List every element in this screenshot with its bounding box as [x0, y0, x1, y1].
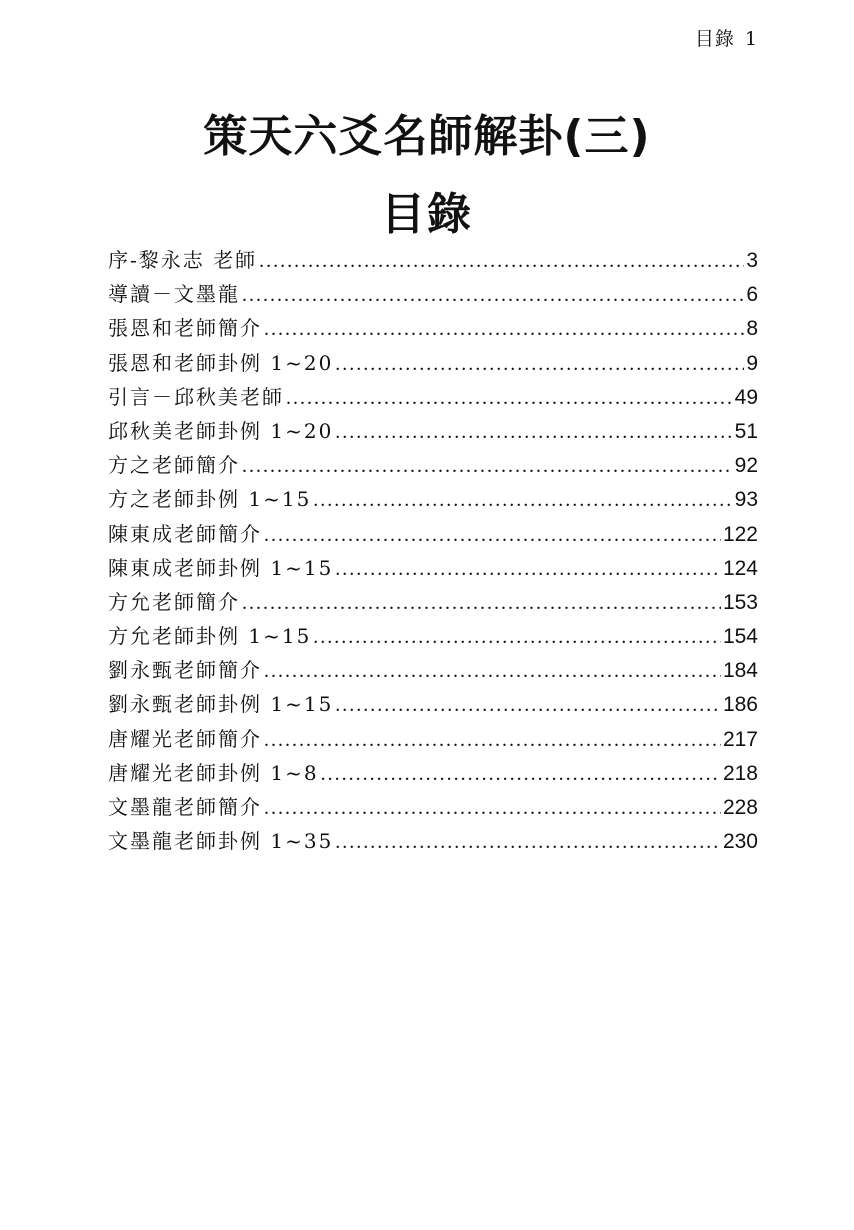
toc-leader-dots [313, 489, 732, 512]
toc-entry-label: 張恩和老師簡介 [108, 316, 262, 341]
toc-entry[interactable] [108, 688, 758, 722]
toc-entry-page: 3 [746, 249, 758, 272]
toc-entry-label: 方允老師卦例 1~15 [108, 624, 312, 649]
toc-entry-page: 186 [722, 693, 758, 717]
toc-entry-page: 93 [734, 488, 758, 512]
toc-entry-page: 124 [722, 556, 758, 580]
toc-entry[interactable] [108, 347, 758, 381]
toc-entry-page: 8 [746, 317, 758, 341]
toc-entry[interactable] [108, 552, 758, 586]
toc-heading: 目錄 [381, 189, 473, 240]
toc-entry[interactable] [108, 415, 758, 449]
toc-entry-label: 唐耀光老師卦例 1~8 [108, 760, 319, 785]
toc-leader-dots [264, 318, 744, 341]
toc-leader-dots [242, 455, 733, 478]
toc-leader-dots [264, 729, 721, 752]
toc-entry-label: 方允老師簡介 [108, 589, 240, 614]
toc-entry-page: 230 [722, 830, 758, 854]
toc-leader-dots [335, 558, 721, 581]
toc-leader-dots [259, 250, 744, 273]
toc-entry-label: 方之老師簡介 [108, 453, 240, 478]
toc-entry-label: 文墨龍老師卦例 1~35 [108, 829, 334, 854]
toc-entry-page: 154 [722, 625, 758, 649]
toc-entry[interactable] [108, 757, 758, 791]
toc-entry[interactable] [108, 381, 758, 415]
toc-entry-label: 導讀－文墨龍 [108, 282, 240, 307]
toc-entry-label: 方之老師卦例 1~15 [108, 487, 312, 512]
toc-entry-page: 184 [722, 659, 758, 683]
toc-leader-dots [313, 626, 721, 649]
toc-leader-dots [242, 284, 744, 307]
toc-entry-label: 陳東成老師卦例 1~15 [108, 555, 334, 580]
toc-entry[interactable] [108, 654, 758, 688]
toc-leader-dots [335, 694, 721, 717]
toc-leader-dots [335, 353, 744, 376]
table-of-contents [108, 244, 758, 859]
toc-entry-label: 序-黎永志 老師 [108, 248, 258, 272]
toc-leader-dots [264, 660, 721, 683]
toc-leader-dots [242, 592, 721, 615]
toc-entry[interactable] [108, 791, 758, 825]
header-page-number: 1 [744, 28, 758, 50]
toc-leader-dots [286, 387, 733, 410]
book-title: 策天六爻名師解卦(三) [203, 111, 651, 162]
toc-entry[interactable] [108, 620, 758, 654]
header-section: 目錄 [694, 28, 735, 50]
toc-entry-label: 張恩和老師卦例 1~20 [108, 350, 334, 375]
toc-entry[interactable] [108, 518, 758, 552]
toc-entry-label: 文墨龍老師簡介 [108, 795, 262, 819]
toc-entry-label: 陳東成老師簡介 [108, 521, 262, 546]
toc-entry-page: 228 [722, 796, 758, 819]
toc-entry[interactable] [108, 278, 758, 312]
toc-entry-page: 217 [722, 727, 758, 751]
toc-entry[interactable] [108, 825, 758, 859]
toc-entry-page: 9 [746, 351, 758, 375]
toc-entry[interactable] [108, 483, 758, 517]
toc-entry-page: 122 [722, 522, 758, 546]
toc-leader-dots [264, 797, 721, 820]
toc-entry-label: 唐耀光老師簡介 [108, 726, 262, 751]
toc-leader-dots [321, 763, 721, 786]
toc-entry-page: 92 [734, 454, 758, 478]
toc-entry-page: 51 [734, 419, 758, 443]
running-header [695, 24, 758, 51]
toc-leader-dots [264, 524, 721, 547]
toc-entry[interactable] [108, 449, 758, 483]
toc-entry-label: 劉永甄老師簡介 [108, 658, 262, 683]
toc-entry[interactable] [108, 244, 758, 278]
toc-entry-page: 218 [722, 761, 758, 785]
toc-entry-label: 邱秋美老師卦例 1~20 [108, 418, 334, 443]
toc-entry[interactable] [108, 586, 758, 620]
toc-entry-label: 引言－邱秋美老師 [108, 384, 284, 409]
toc-entry-page: 49 [734, 385, 758, 409]
toc-entry[interactable] [108, 723, 758, 757]
toc-entry-label: 劉永甄老師卦例 1~15 [108, 692, 334, 717]
toc-entry-page: 153 [722, 590, 758, 614]
toc-leader-dots [335, 421, 732, 444]
toc-entry[interactable] [108, 312, 758, 346]
toc-leader-dots [335, 831, 721, 854]
toc-entry-page: 6 [746, 283, 758, 307]
